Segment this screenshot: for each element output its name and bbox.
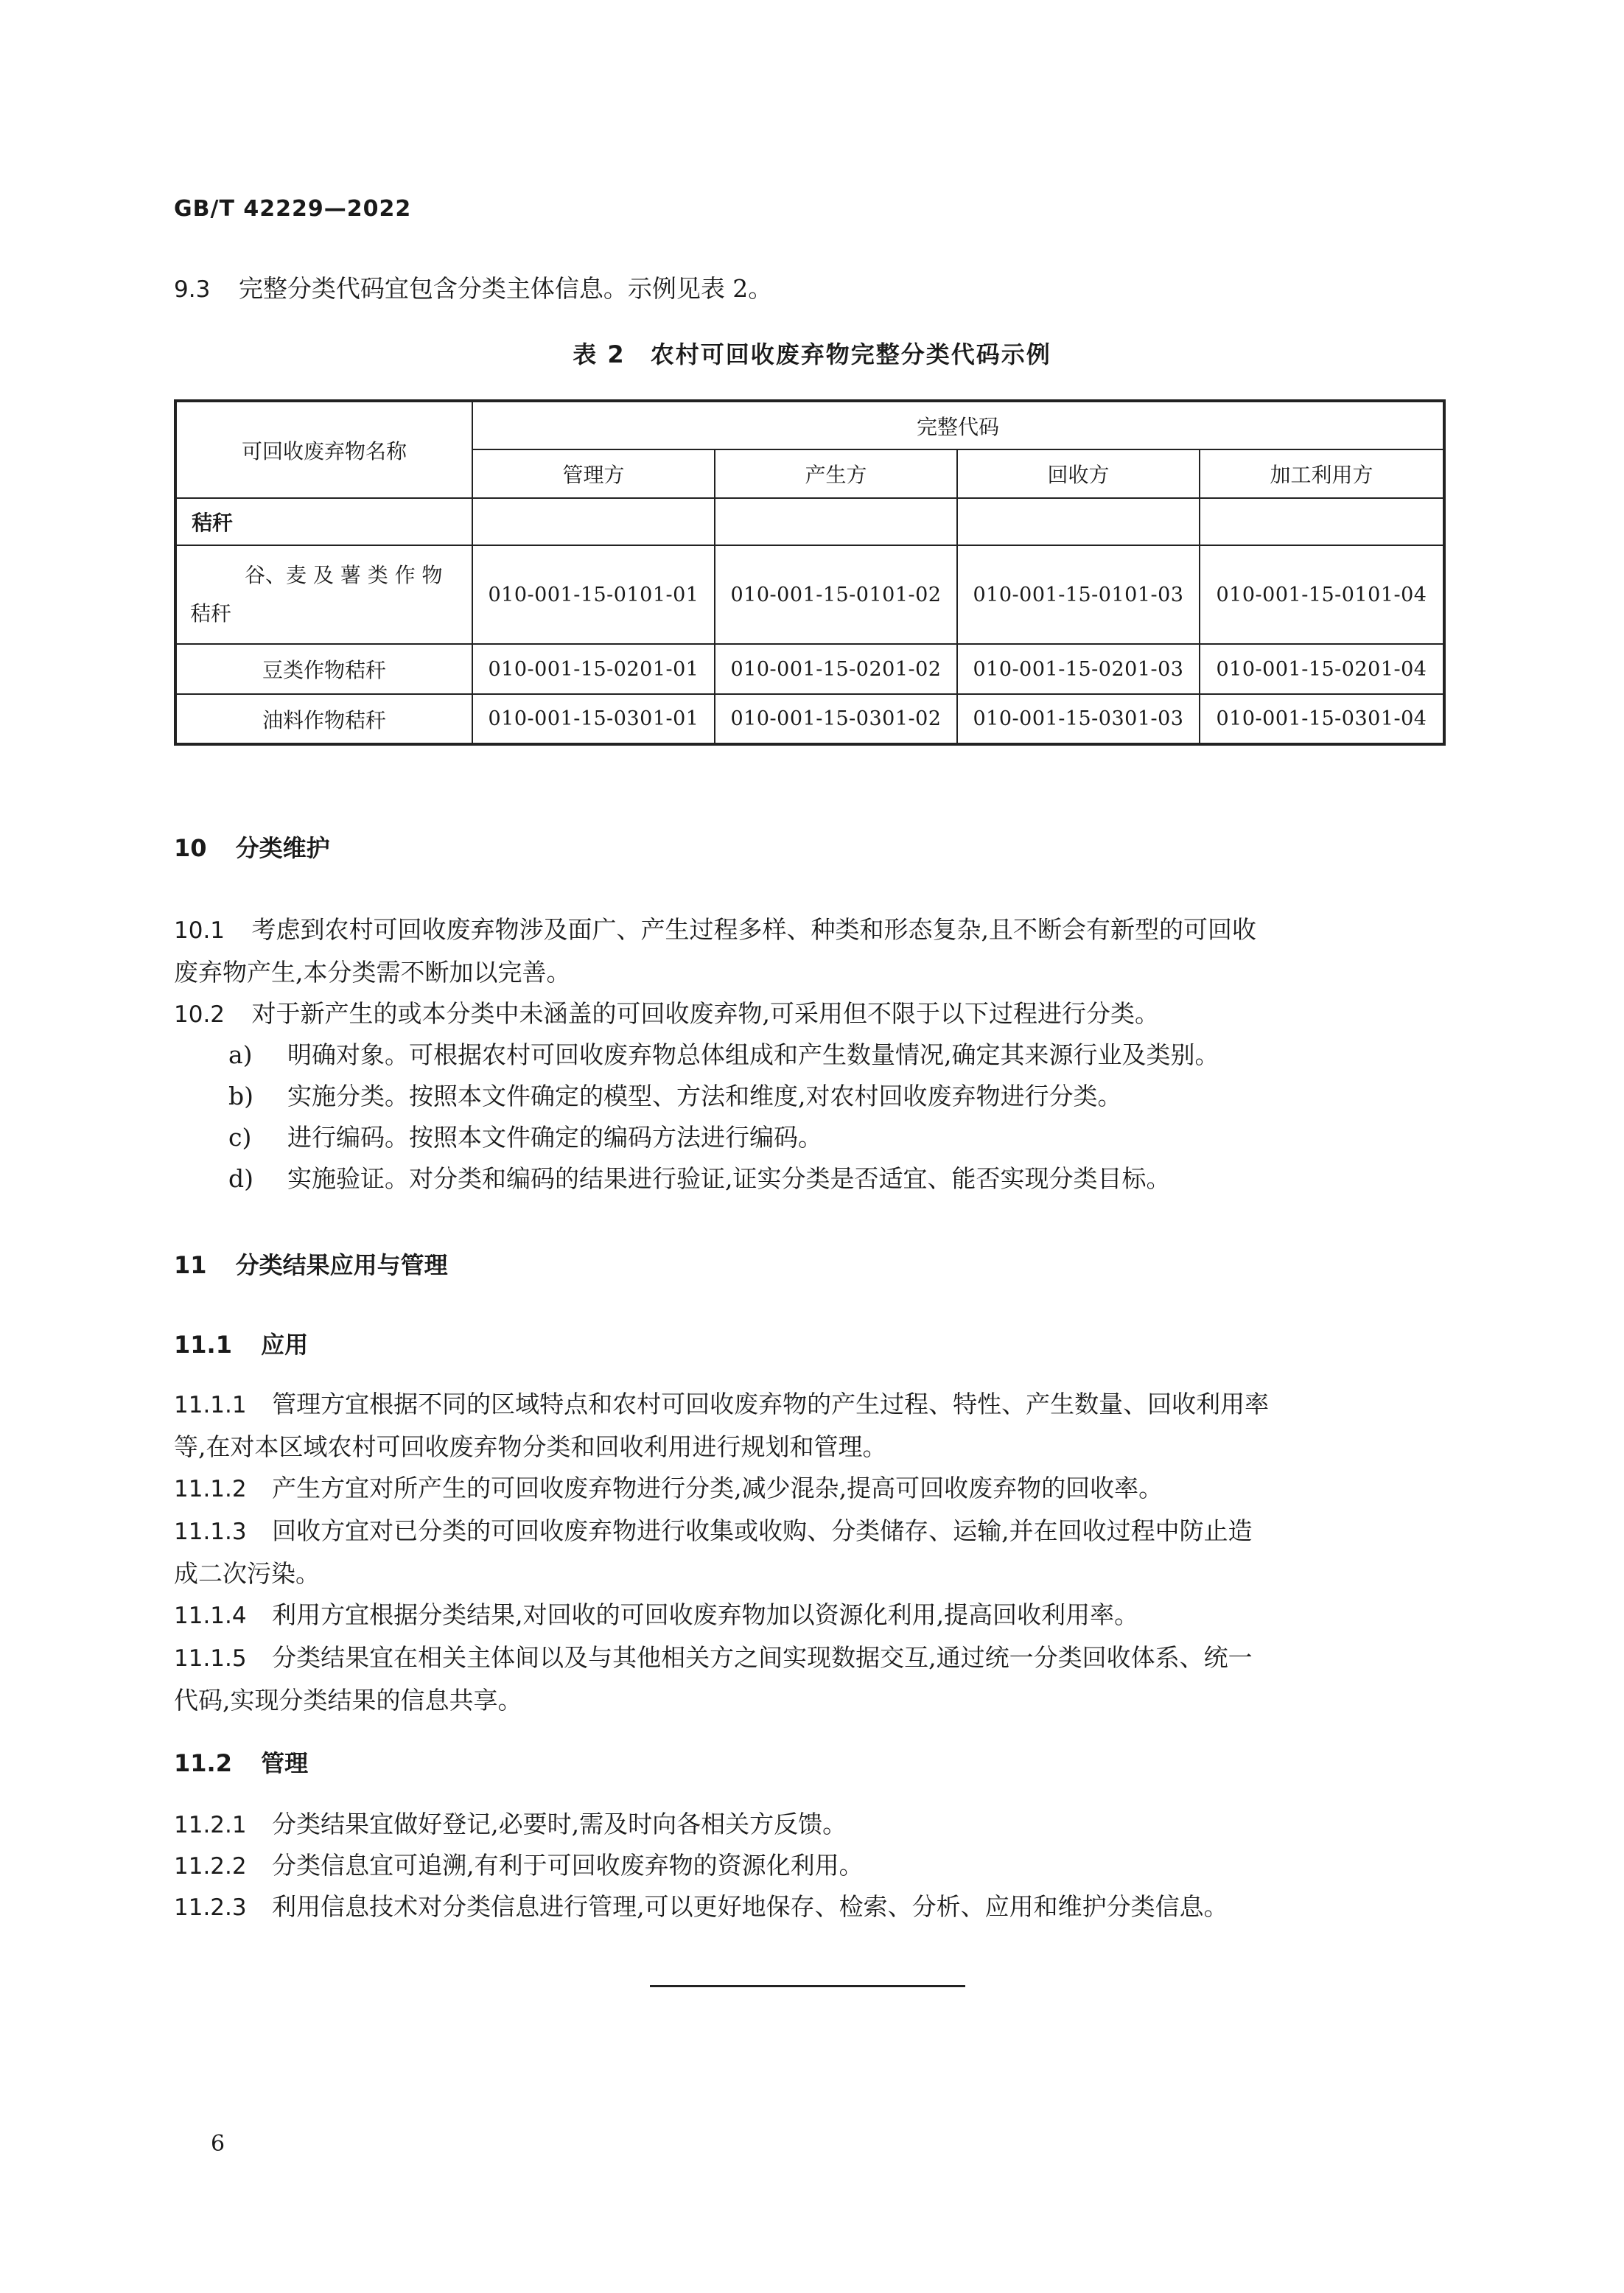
column-header: 回收方 <box>957 449 1200 498</box>
section-number: 10 <box>174 834 207 862</box>
code-cell: 010-001-15-0301-01 <box>472 694 715 744</box>
clause-number: 11.1.3 <box>174 1519 247 1545</box>
code-cell: 010-001-15-0301-03 <box>957 694 1200 744</box>
code-cell: 010-001-15-0201-01 <box>472 644 715 694</box>
clause-text: 产生方宜对所产生的可回收废弃物进行分类,减少混杂,提高可回收废弃物的回收率。 <box>272 1474 1163 1502</box>
clause-text: 分类结果宜做好登记,必要时,需及时向各相关方反馈。 <box>272 1810 847 1838</box>
list-label: a) <box>228 1040 253 1069</box>
clause-number: 11.2.3 <box>174 1894 247 1921</box>
row-name-line2: 秸秆 <box>190 601 232 626</box>
standard-code: GB/T 42229—2022 <box>174 196 412 222</box>
clause-number: 10.1 <box>174 917 225 944</box>
clause-number: 11.1.2 <box>174 1476 247 1502</box>
section-title: 应用 <box>261 1331 309 1359</box>
section-11-heading <box>174 1247 448 1281</box>
code-cell: 010-001-15-0201-02 <box>715 644 957 694</box>
clause-number: 11.1.1 <box>174 1392 247 1418</box>
clause-text: 对于新产生的或本分类中未涵盖的可回收废弃物,可采用但不限于以下过程进行分类。 <box>251 999 1160 1028</box>
section-number: 11.1 <box>174 1331 232 1359</box>
code-cell: 010-001-15-0101-04 <box>1200 545 1444 644</box>
header-group-cell: 完整代码 <box>472 401 1444 449</box>
list-text: 实施分类。按照本文件确定的模型、方法和维度,对农村回收废弃物进行分类。 <box>287 1082 1122 1110</box>
code-cell: 010-001-15-0201-04 <box>1200 644 1444 694</box>
list-item-d <box>228 1160 1171 1194</box>
clause-text: 管理方宜根据不同的区域特点和农村可回收废弃物的产生过程、特性、产生数量、回收利用率 <box>272 1390 1270 1418</box>
clause-11-2-1 <box>174 1805 847 1840</box>
clause-10-1-line2: 废弃物产生,本分类需不断加以完善。 <box>174 958 571 987</box>
list-text: 明确对象。可根据农村可回收废弃物总体组成和产生数量情况,确定其来源行业及类别。 <box>287 1040 1219 1069</box>
clause-11-2-3 <box>174 1888 1228 1922</box>
clause-number: 11.2.2 <box>174 1853 247 1880</box>
clause-number: 11.2.1 <box>174 1812 247 1838</box>
list-item-c <box>228 1119 822 1153</box>
row-name-cell: 油料作物秸秆 <box>175 694 472 744</box>
page-number: 6 <box>211 2131 225 2157</box>
clause-10-2 <box>174 995 1159 1029</box>
clause-11-1-1-line2: 等,在对本区域农村可回收废弃物分类和回收利用进行规划和管理。 <box>174 1432 887 1461</box>
section-title: 分类维护 <box>235 834 330 862</box>
clause-number: 11.1.5 <box>174 1645 247 1672</box>
code-cell: 010-001-15-0101-02 <box>715 545 957 644</box>
section-11-2-heading <box>174 1745 308 1779</box>
clause-11-1-3-line2: 成二次污染。 <box>174 1559 320 1588</box>
clause-text: 分类信息宜可追溯,有利于可回收废弃物的资源化利用。 <box>272 1851 864 1880</box>
clause-text: 分类结果宜在相关主体间以及与其他相关方之间实现数据交互,通过统一分类回收体系、统一 <box>272 1643 1253 1672</box>
clause-11-2-2 <box>174 1846 864 1881</box>
empty-cell <box>957 498 1200 545</box>
clause-number: 10.2 <box>174 1001 225 1028</box>
clause-11-1-3-line1 <box>174 1512 1253 1547</box>
table-header-row <box>175 401 1444 449</box>
table-row <box>175 694 1444 744</box>
clause-11-1-1-line1 <box>174 1385 1269 1420</box>
section-title: 管理 <box>261 1749 309 1777</box>
row-name-line1: 谷、麦 及 薯 类 作 物 <box>245 563 443 587</box>
list-label: b) <box>228 1082 253 1110</box>
section-number: 11.2 <box>174 1749 232 1777</box>
code-cell: 010-001-15-0101-01 <box>472 545 715 644</box>
header-name-cell: 可回收废弃物名称 <box>175 401 472 498</box>
section-number: 11 <box>174 1251 207 1279</box>
clause-text: 利用信息技术对分类信息进行管理,可以更好地保存、检索、分析、应用和维护分类信息。 <box>272 1892 1228 1921</box>
code-cell: 010-001-15-0201-03 <box>957 644 1200 694</box>
list-item-b <box>228 1077 1122 1112</box>
empty-cell <box>1200 498 1444 545</box>
empty-cell <box>715 498 957 545</box>
code-cell: 010-001-15-0301-04 <box>1200 694 1444 744</box>
column-header: 产生方 <box>715 449 957 498</box>
clause-11-1-5-line2: 代码,实现分类结果的信息共享。 <box>174 1686 522 1715</box>
section-10-heading <box>174 830 330 864</box>
code-table <box>174 399 1446 746</box>
table-caption: 表 2 农村可回收废弃物完整分类代码示例 <box>573 340 1051 368</box>
code-cell: 010-001-15-0101-03 <box>957 545 1200 644</box>
clause-10-1-line1 <box>174 911 1256 945</box>
end-rule <box>650 1985 965 1987</box>
clause-11-1-2 <box>174 1469 1163 1504</box>
code-cell: 010-001-15-0301-02 <box>715 694 957 744</box>
clause-text: 回收方宜对已分类的可回收废弃物进行收集或收购、分类储存、运输,并在回收过程中防止造 <box>272 1516 1253 1545</box>
clause-9-3 <box>174 270 772 304</box>
list-label: d) <box>228 1164 253 1193</box>
section-11-1-heading <box>174 1326 308 1360</box>
list-text: 进行编码。按照本文件确定的编码方法进行编码。 <box>287 1123 822 1152</box>
row-name-cell <box>175 545 472 644</box>
clause-text: 考虑到农村可回收废弃物涉及面广、产生过程多样、种类和形态复杂,且不断会有新型的可回收 <box>251 915 1257 944</box>
column-header: 加工利用方 <box>1200 449 1444 498</box>
table-row <box>175 644 1444 694</box>
clause-number: 11.1.4 <box>174 1603 247 1629</box>
list-label: c) <box>228 1123 252 1152</box>
clause-11-1-4 <box>174 1596 1138 1631</box>
clause-text: 完整分类代码宜包含分类主体信息。示例见表 2。 <box>238 274 773 303</box>
column-header: 管理方 <box>472 449 715 498</box>
table-row <box>175 545 1444 644</box>
clause-11-1-5-line1 <box>174 1639 1253 1673</box>
table-category-row <box>175 498 1444 545</box>
list-item-a <box>228 1036 1219 1071</box>
clause-number: 9.3 <box>174 276 211 303</box>
section-title: 分类结果应用与管理 <box>235 1251 448 1279</box>
empty-cell <box>472 498 715 545</box>
clause-text: 利用方宜根据分类结果,对回收的可回收废弃物加以资源化利用,提高回收利用率。 <box>272 1600 1139 1629</box>
list-text: 实施验证。对分类和编码的结果进行验证,证实分类是否适宜、能否实现分类目标。 <box>287 1164 1171 1193</box>
category-cell: 秸秆 <box>175 498 472 545</box>
row-name-cell: 豆类作物秸秆 <box>175 644 472 694</box>
